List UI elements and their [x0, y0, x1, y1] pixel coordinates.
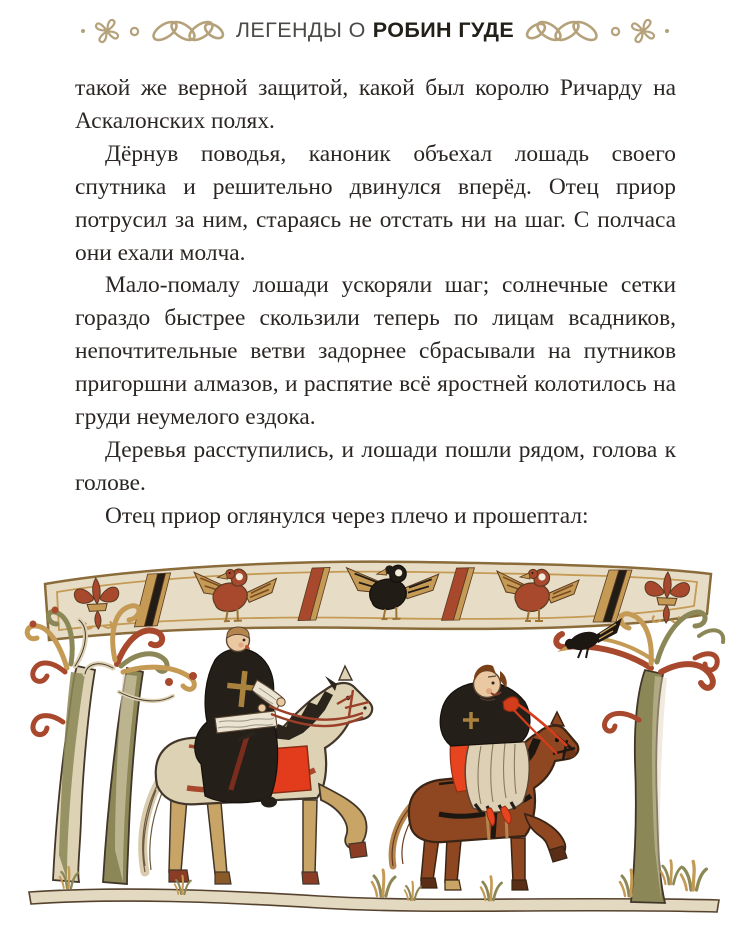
- title-regular: ЛЕГЕНДЫ О: [235, 18, 366, 43]
- ring-icon: [129, 26, 140, 37]
- title-bold: РОБИН ГУДЕ: [372, 18, 515, 43]
- right-tree: [556, 612, 723, 903]
- body-text: [75, 72, 676, 533]
- paragraph: Мало-помалу лошади ускоряли шаг; солнечные сетки гораздо быстрее скользили теперь по лицам всадников, непочтительные ветви задорнее сбрасывали на путников пригоршни алмазов, и распятие всё яростней колотилось на груди неумелого ездока.: [75, 272, 676, 431]
- paragraph: Деревья расступились, и лошади пошли рядом, голова к голове.: [75, 436, 676, 496]
- ring-icon: [610, 26, 621, 37]
- ornament-dot-icon: [81, 29, 85, 33]
- quatrefoil-knot-icon: [94, 18, 120, 44]
- celtic-knot-mirrored-icon: [523, 13, 601, 49]
- page-header: [0, 10, 750, 52]
- white-horse-group: [143, 627, 372, 884]
- page-title: [236, 20, 514, 42]
- celtic-knot-icon: [149, 13, 227, 49]
- tapestry-svg: [19, 550, 731, 936]
- paragraph: такой же верной защитой, какой был королю Ричарду на Аскалонских полях.: [75, 75, 676, 134]
- tapestry-illustration: [19, 550, 731, 936]
- quatrefoil-knot-icon: [630, 18, 656, 44]
- ground-line: [29, 889, 719, 912]
- ornament-dot-icon: [665, 29, 669, 33]
- paragraph: Отец приор оглянулся через плечо и прошептал:: [105, 502, 589, 529]
- paragraph: Дёрнув поводья, каноник объехал лошадь своего спутника и решительно двинулся вперёд. Отец приор потрусил за ним, стараясь не отстать ни на шаг. С полчаса они ехали молча.: [75, 140, 676, 266]
- brown-horse-group: [392, 665, 578, 890]
